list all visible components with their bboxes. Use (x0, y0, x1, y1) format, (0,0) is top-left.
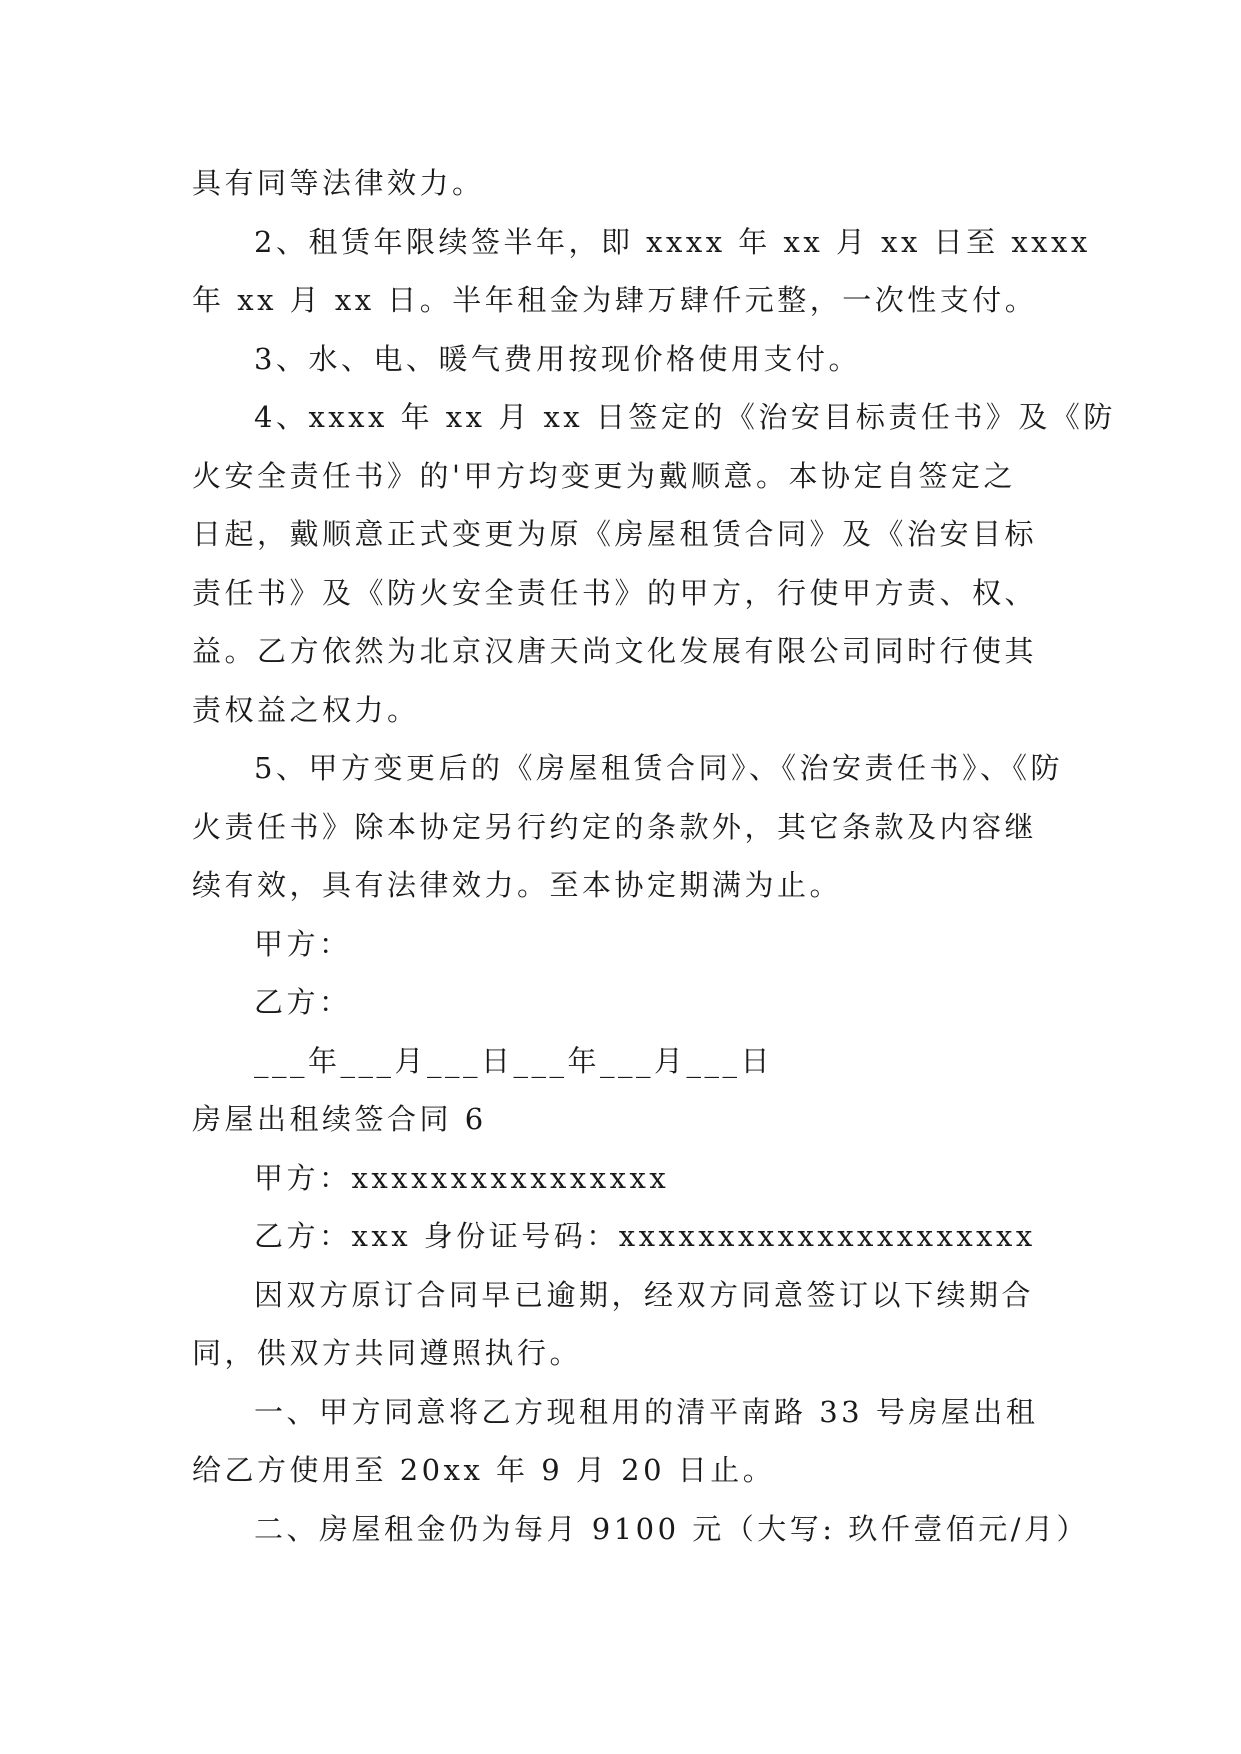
clause-5-line-1: 5、甲方变更后的《房屋租赁合同》、《治安责任书》、《防 (254, 751, 1063, 785)
clause-3-line: 3、水、电、暖气费用按现价格使用支付。 (254, 341, 861, 376)
clause-4-line-1: 4、xxxx 年 xx 月 xx 日签定的《治安目标责任书》及《防 (254, 400, 1116, 434)
clause-5-line-2: 火责任书》除本协定另行约定的条款外，其它条款及内容继 (192, 809, 1038, 844)
clause-4-line-3: 日起，戴顺意正式变更为原《房屋租赁合同》及《治安目标 (192, 517, 1038, 551)
clause-2-line-1: 2、租赁年限续签半年，即 xxxx 年 xx 月 xx 日至 xxxx (254, 224, 1091, 259)
preamble-line-2: 同，供双方共同遵照执行。 (192, 1336, 583, 1370)
clause-4-line-4: 责任书》及《防火安全责任书》的甲方，行使甲方责、权、 (192, 575, 1038, 610)
text-line: 具有同等法律效力。 (192, 166, 485, 200)
section-heading: 房屋出租续签合同 6 (192, 1102, 487, 1136)
party-a-line: 甲方：xxxxxxxxxxxxxxxx (254, 1160, 670, 1195)
article-2-line-1: 二、房屋租金仍为每月 9100 元（大写: 玖仟壹佰元/月） (254, 1511, 1089, 1546)
clause-4-line-2: 火安全责任书》的'甲方均变更为戴顺意。本协定自签定之 (192, 458, 1016, 493)
clause-5-line-3: 续有效，具有法律效力。至本协定期满为止。 (192, 868, 843, 902)
party-a-signature: 甲方： (254, 926, 352, 961)
clause-2-line-2: 年 xx 月 xx 日。半年租金为肆万肆仟元整，一次性支付。 (192, 283, 1038, 317)
preamble-line-1: 因双方原订合同早已逾期，经双方同意签订以下续期合 (254, 1277, 1035, 1312)
party-b-line: 乙方：xxx 身份证号码：xxxxxxxxxxxxxxxxxxxxx (254, 1219, 1036, 1253)
article-1-line-2: 给乙方使用至 20xx 年 9 月 20 日止。 (192, 1453, 776, 1487)
clause-4-line-5: 益。乙方依然为北京汉唐天尚文化发展有限公司同时行使其 (192, 634, 1038, 668)
party-b-signature: 乙方： (254, 985, 352, 1019)
article-1-line-1: 一、甲方同意将乙方现租用的清平南路 33 号房屋出租 (254, 1394, 1039, 1429)
signature-date-line: ___年___月___日___年___月___日 (254, 1043, 774, 1078)
clause-4-line-6: 责权益之权力。 (192, 692, 420, 727)
document-body (192, 154, 1116, 1558)
